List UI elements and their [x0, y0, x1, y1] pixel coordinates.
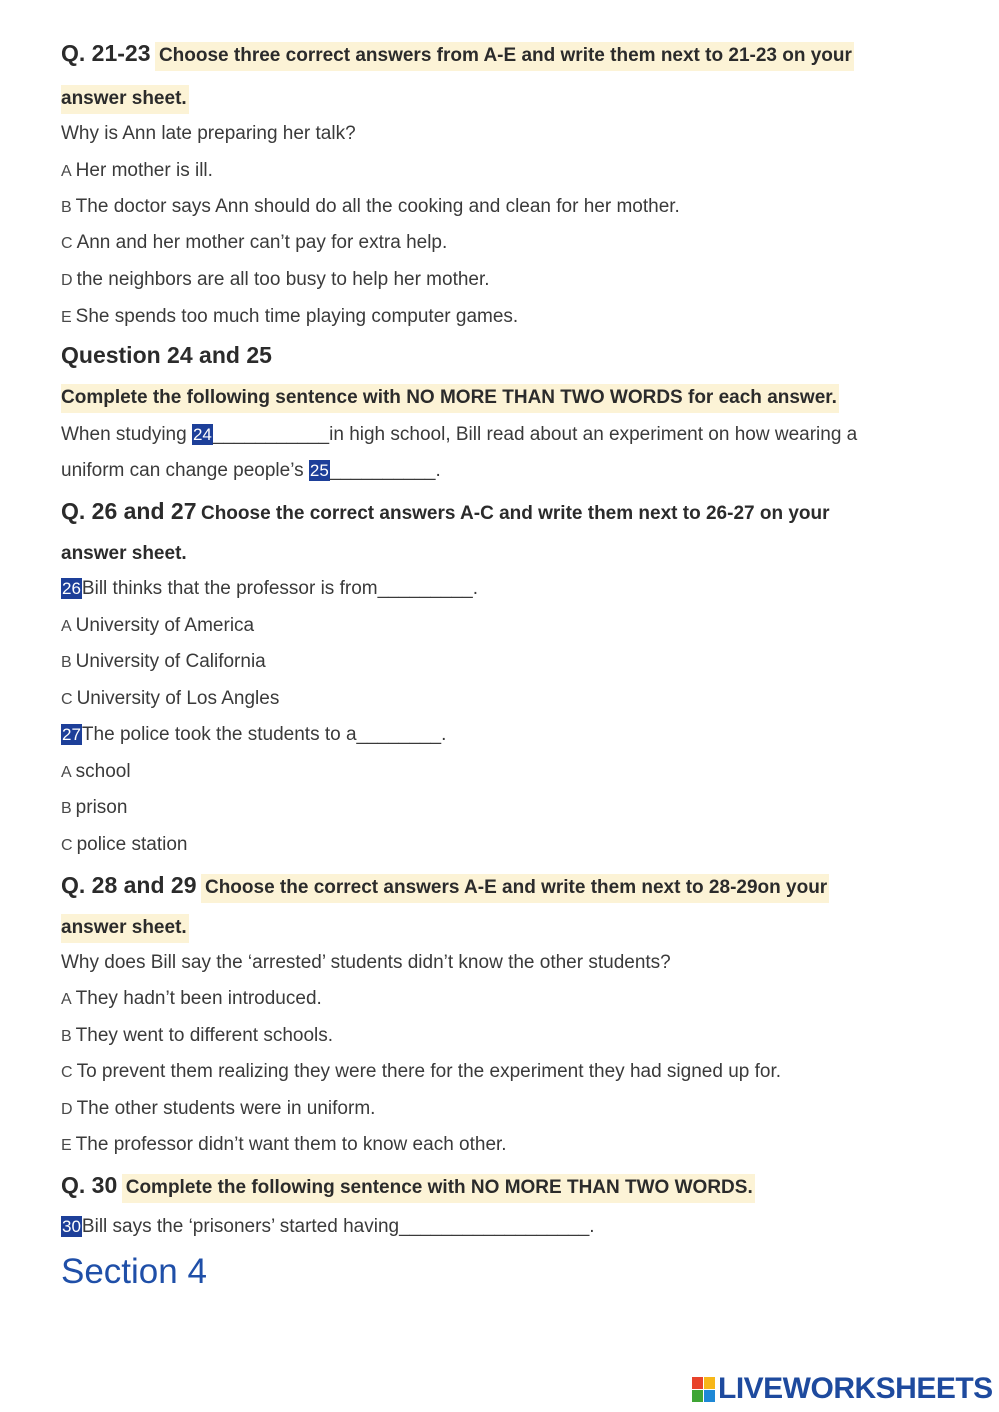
- option-letter: B: [61, 800, 72, 817]
- option-text: Ann and her mother can’t pay for extra help.: [76, 232, 448, 253]
- option-c[interactable]: [61, 1061, 781, 1083]
- option-letter: A: [61, 991, 72, 1008]
- q26-question: [61, 578, 478, 600]
- option-letter: B: [61, 1028, 72, 1045]
- option-text: Her mother is ill.: [75, 160, 213, 181]
- q26-27-heading: Q. 26 and 27: [61, 498, 197, 524]
- option-c[interactable]: [61, 232, 447, 254]
- sentence-text: ___________in high school, Bill read about an experiment on how wearing a: [212, 424, 858, 445]
- q21-23-instruction-line2: answer sheet.: [61, 85, 189, 114]
- q30-header: [61, 1172, 755, 1199]
- q30-heading: Q. 30: [61, 1172, 118, 1198]
- q26-27-instruction-cont: answer sheet.: [61, 543, 187, 564]
- q24-25-heading: Question 24 and 25: [61, 342, 272, 368]
- option-letter: B: [61, 654, 72, 671]
- option-letter: A: [61, 163, 72, 180]
- option-letter: C: [61, 837, 73, 854]
- q25-sentence: [61, 460, 441, 482]
- option-text: the neighbors are all too busy to help her mother.: [76, 269, 490, 290]
- option-text: The other students were in uniform.: [76, 1098, 376, 1119]
- option-text: The professor didn’t want them to know each other.: [75, 1134, 507, 1155]
- q27-question: [61, 724, 446, 746]
- q24-25-instruction-row: [61, 387, 839, 409]
- q28-29-instruction: Choose the correct answers A-E and write them next to 28-29on your: [201, 874, 829, 903]
- option-text: police station: [76, 834, 188, 855]
- q28-29-heading: Q. 28 and 29: [61, 872, 197, 898]
- option-b[interactable]: [61, 797, 127, 819]
- option-letter: D: [61, 1101, 73, 1118]
- q28-29-header: [61, 872, 829, 899]
- option-text: They hadn’t been introduced.: [75, 988, 322, 1009]
- q21-23-instruction-cont: [61, 88, 189, 110]
- answer-blank-26[interactable]: 26: [62, 579, 81, 598]
- option-text: University of California: [75, 651, 266, 672]
- answer-blank-27[interactable]: 27: [62, 725, 81, 744]
- option-text: University of America: [75, 615, 255, 636]
- q28-29-question: Why does Bill say the ‘arrested’ students didn’t know the other students?: [61, 952, 671, 973]
- option-letter: C: [61, 691, 73, 708]
- answer-blank-30[interactable]: 30: [62, 1217, 81, 1236]
- option-e[interactable]: [61, 306, 518, 328]
- option-text: The doctor says Ann should do all the cooking and clean for her mother.: [75, 196, 680, 217]
- option-letter: E: [61, 309, 72, 326]
- option-letter: B: [61, 199, 72, 216]
- question-text: Bill says the ‘prisoners’ started having__________________.: [81, 1216, 595, 1237]
- option-text: prison: [75, 797, 128, 818]
- option-a[interactable]: [61, 160, 213, 182]
- option-text: University of Los Angles: [76, 688, 280, 709]
- option-a[interactable]: [61, 615, 254, 637]
- question-text: Bill thinks that the professor is from_________.: [81, 578, 478, 599]
- q21-23-header: [61, 40, 854, 67]
- option-a[interactable]: [61, 988, 322, 1010]
- q26-27-header: [61, 498, 830, 525]
- logo-text: LIVEWORKSHEETS: [718, 1372, 993, 1405]
- option-e[interactable]: [61, 1134, 507, 1156]
- q21-23-heading: Q. 21-23: [61, 40, 151, 66]
- sentence-text: uniform can change people’s: [61, 460, 309, 481]
- option-a[interactable]: [61, 761, 131, 783]
- sentence-text: __________.: [329, 460, 441, 481]
- option-letter: C: [61, 1064, 73, 1081]
- option-d[interactable]: [61, 1098, 375, 1120]
- q28-29-instruction-line2: answer sheet.: [61, 914, 189, 943]
- q30-question: [61, 1216, 595, 1238]
- option-b[interactable]: [61, 651, 266, 673]
- option-letter: E: [61, 1137, 72, 1154]
- section-title: Section 4: [61, 1252, 207, 1291]
- option-text: She spends too much time playing computer games.: [75, 306, 519, 327]
- question-text: The police took the students to a________.: [81, 724, 447, 745]
- option-d[interactable]: [61, 269, 490, 291]
- q28-29-instruction-cont: [61, 917, 189, 939]
- q30-instruction: Complete the following sentence with NO MORE THAN TWO WORDS.: [122, 1174, 755, 1203]
- option-c[interactable]: [61, 834, 187, 856]
- option-text: They went to different schools.: [75, 1025, 334, 1046]
- answer-blank-25[interactable]: 25: [309, 461, 329, 480]
- liveworksheets-logo-icon: [692, 1377, 714, 1401]
- q21-23-question: Why is Ann late preparing her talk?: [61, 123, 356, 144]
- option-text: school: [75, 761, 131, 782]
- q26-27-instruction: Choose the correct answers A-C and write them next to 26-27 on your: [200, 503, 830, 524]
- option-letter: D: [61, 272, 73, 289]
- q21-23-instruction: Choose three correct answers from A-E and write them next to 21-23 on your: [155, 42, 854, 71]
- option-c[interactable]: [61, 688, 279, 710]
- liveworksheets-logo[interactable]: [692, 1372, 993, 1406]
- option-b[interactable]: [61, 196, 680, 218]
- option-letter: C: [61, 235, 73, 252]
- sentence-text: When studying: [61, 424, 192, 445]
- option-text: To prevent them realizing they were there for the experiment they had signed up for.: [76, 1061, 782, 1082]
- q24-sentence: [61, 424, 857, 446]
- q24-25-instruction: Complete the following sentence with NO MORE THAN TWO WORDS for each answer.: [61, 384, 839, 413]
- option-b[interactable]: [61, 1025, 333, 1047]
- answer-blank-24[interactable]: 24: [192, 425, 212, 444]
- option-letter: A: [61, 618, 72, 635]
- option-letter: A: [61, 764, 72, 781]
